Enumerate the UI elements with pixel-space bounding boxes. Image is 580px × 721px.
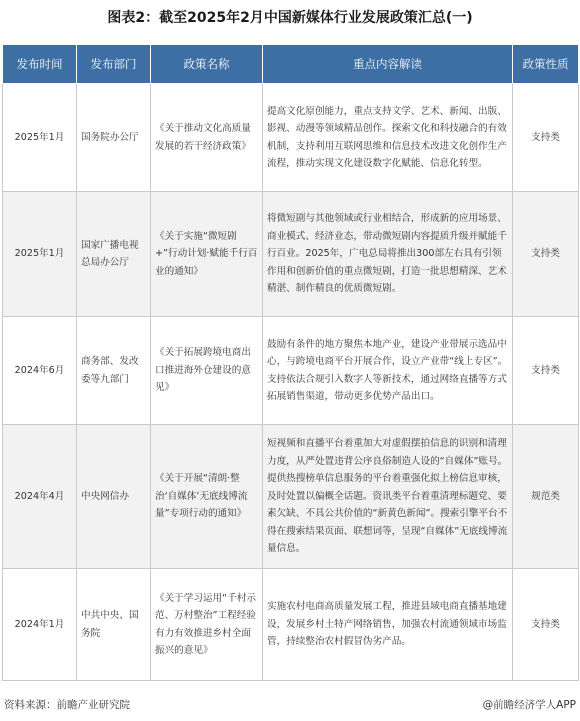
row-policy-name: 《关于拓展跨境电商出口推进海外仓建设的意见》 <box>151 317 263 425</box>
table-row <box>3 569 579 681</box>
row-key-points: 鼓励有条件的地方聚焦本地产业，建设产业带展示选品中心，与跨境电商平台开展合作，设立产业带“线上专区”。支持依法合规引入数字人等新技术，通过网络直播等方式拓展销售渠道，带动更多优势产品出口。 <box>263 317 513 425</box>
policy-table <box>2 44 579 681</box>
table-row <box>3 317 579 425</box>
row-dept: 中央网信办 <box>77 425 151 569</box>
row-dept: 商务部、发改委等九部门 <box>77 317 151 425</box>
row-policy-name: 《关于学习运用“千村示范、万村整治”工程经验有力有效推进乡村全面振兴的意见》 <box>151 569 263 681</box>
page-title: 图表2：截至2025年2月中国新媒体行业发展政策汇总(一) <box>107 10 473 26</box>
row-nature: 支持类 <box>513 84 579 192</box>
header-date: 发布时间 <box>3 45 77 84</box>
row-policy-name: 《关于实施“微短剧+”行动计划·赋能千行百业的通知》 <box>151 192 263 317</box>
brand-credit-text: @前瞻经济学人APP <box>482 699 576 711</box>
header-dept: 发布部门 <box>77 45 151 84</box>
row-nature: 支持类 <box>513 192 579 317</box>
row-nature: 规范类 <box>513 425 579 569</box>
row-dept: 中共中央、国务院 <box>77 569 151 681</box>
row-key-points: 提高文化原创能力，重点支持文学、艺术、新闻、出版、影视、动漫等领域精品创作。探索文化和科技融合的有效机制，支持利用互联网思维和信息技术改进文化创作生产流程，推动实现文化建设数字化赋能、信息化转型。 <box>263 84 513 192</box>
header-name: 政策名称 <box>151 45 263 84</box>
row-key-points: 短视频和直播平台着重加大对虚假摆拍信息的识别和清理力度，从严处置违背公序良俗制造人设的“自媒体”账号。提供热搜榜单信息服务的平台着重强化拟上榜信息审核，及时处置以偏概全话题。资讯类平台着重清理标题党、要素欠缺、不具公共价值的“新黄色新闻”。搜索引擎平台不得在搜索结果页面、联想词等，呈现“自媒体”无底线博流量信息。 <box>263 425 513 569</box>
table-header-row <box>3 45 579 84</box>
table-row <box>3 192 579 317</box>
row-date: 2025年1月 <box>3 192 77 317</box>
row-nature: 支持类 <box>513 569 579 681</box>
row-policy-name: 《关于开展“清朗·整治‘自媒体’无底线博流量”专项行动的通知》 <box>151 425 263 569</box>
source-note: 资料来源：前瞻产业研究院 <box>4 699 130 711</box>
row-dept: 国家广播电视总局办公厅 <box>77 192 151 317</box>
row-date: 2025年1月 <box>3 84 77 192</box>
row-nature: 支持类 <box>513 317 579 425</box>
row-dept: 国务院办公厅 <box>77 84 151 192</box>
brand-credit <box>483 697 576 713</box>
row-date: 2024年4月 <box>3 425 77 569</box>
table-row <box>3 84 579 192</box>
header-points: 重点内容解读 <box>263 45 513 84</box>
row-date: 2024年1月 <box>3 569 77 681</box>
header-nature: 政策性质 <box>513 45 579 84</box>
row-key-points: 实施农村电商高质量发展工程，推进县域电商直播基地建设，发展乡村土特产网络销售，加强农村流通领域市场监管，持续整治农村假冒伪劣产品。 <box>263 569 513 681</box>
table-row <box>3 425 579 569</box>
row-policy-name: 《关于推动文化高质量发展的若干经济政策》 <box>151 84 263 192</box>
row-date: 2024年6月 <box>3 317 77 425</box>
row-key-points: 将微短剧与其他领域或行业相结合，形成新的应用场景、商业模式、经济业态，带动微短剧内容提质升级并赋能千行百业。2025年，广电总局将推出300部左右具有引领作用和创新价值的重点微短剧，打造一批思想精深、艺术精湛、制作精良的优质微短剧。 <box>263 192 513 317</box>
